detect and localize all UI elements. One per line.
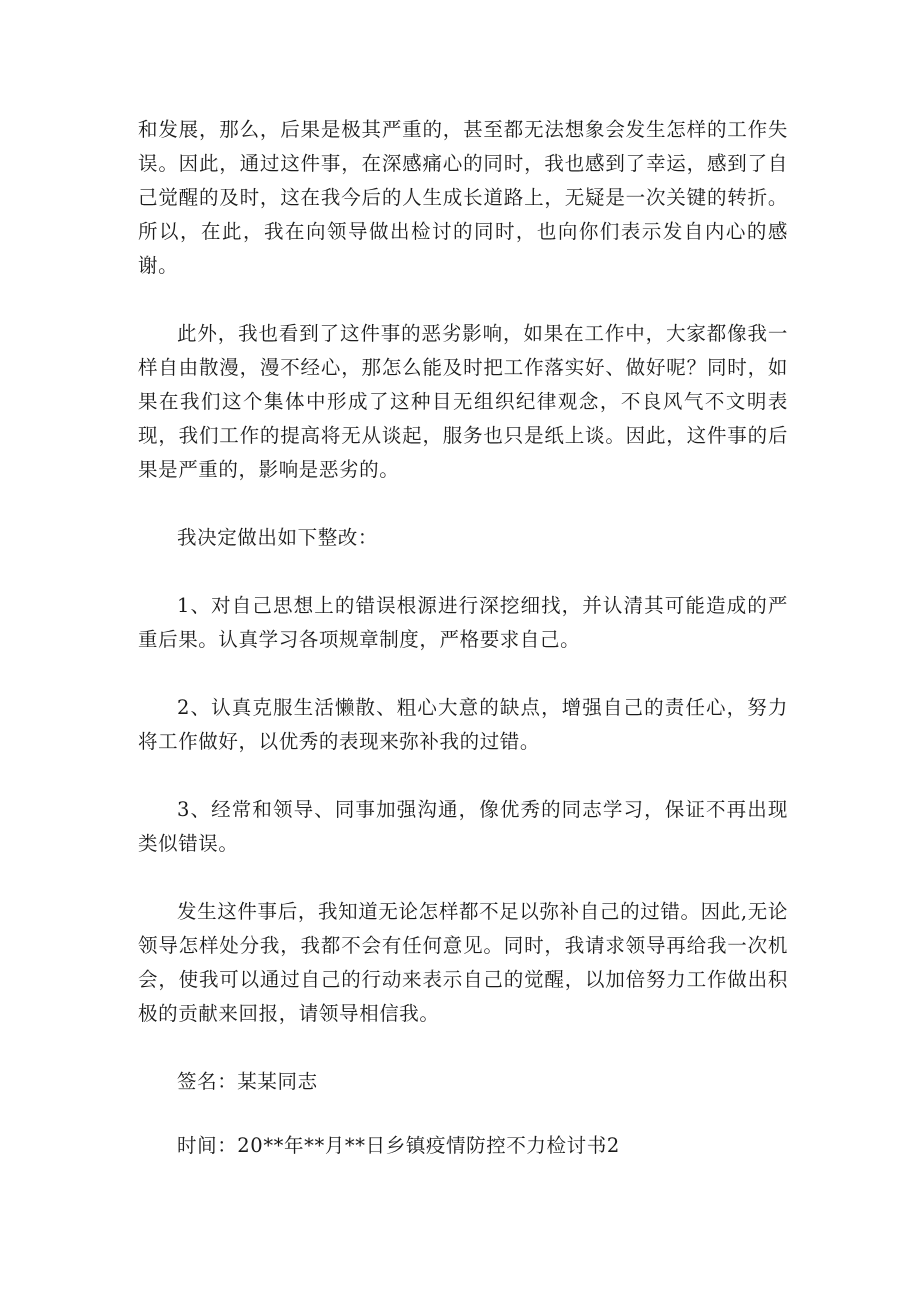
date-line: 时间：20**年**月**日乡镇疫情防控不力检讨书2 [177,1134,620,1157]
paragraph-impact: 此外，我也看到了这件事的恶劣影响，如果在工作中，大家都像我一样自由散漫，漫不经心，那怎么能及时把工作落实好、做好呢？同时，如果在我们这个集体中形成了这种目无组织纪律观念，不良风气不文明表现，我们工作的提高将无从谈起，服务也只是纸上谈。因此，这件事的后果是严重的，影响是恶劣的。 [138,322,788,481]
paragraph-request: 发生这件事后，我知道无论怎样都不足以弥补自己的过错。因此,无论领导怎样处分我，我都不会有任何意见。同时，我请求领导再给我一次机会，使我可以通过自己的行动来表示自己的觉醒，以加倍努力工作做出积极的贡献来回报，请领导相信我。 [138,900,788,1025]
signature-line: 签名：某某同志 [177,1070,318,1093]
paragraph-rectification-intro: 我决定做出如下整改： [177,526,379,549]
paragraph-gratitude: 和发展，那么，后果是极其严重的，甚至都无法想象会发生怎样的工作失误。因此，通过这件事，在深感痛心的同时，我也感到了幸运，感到了自己觉醒的及时，这在我今后的人生成长道路上，无疑是一次关键的转折。所以，在此，我在向领导做出检讨的同时，也向你们表示发自内心的感谢。 [138,118,788,277]
document-body [138,113,788,1197]
paragraph-rectification-item-2: 2、认真克服生活懒散、粗心大意的缺点，增强自己的责任心，努力将工作做好，以优秀的表现来弥补我的过错。 [138,696,788,753]
paragraph-rectification-item-3: 3、经常和领导、同事加强沟通，像优秀的同志学习，保证不再出现类似错误。 [138,798,788,855]
paragraph-rectification-item-1: 1、对自己思想上的错误根源进行深挖细找，并认清其可能造成的严重后果。认真学习各项规章制度，严格要求自己。 [138,594,788,651]
